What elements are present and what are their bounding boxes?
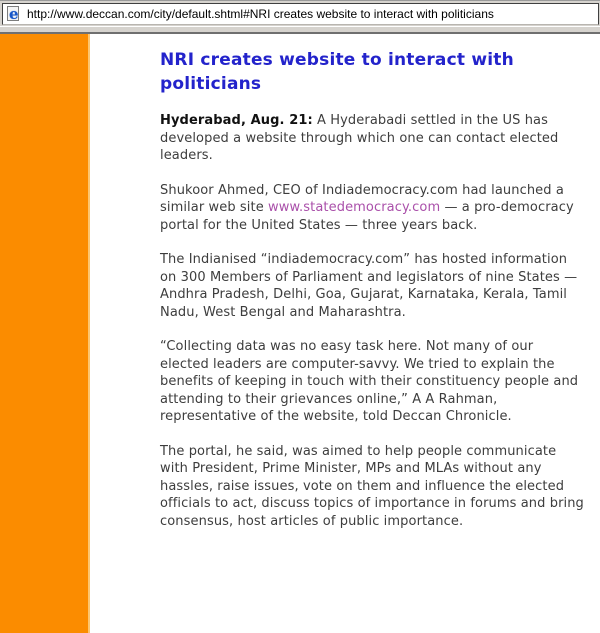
- dateline-lead: Hyderabad, Aug. 21:: [160, 113, 313, 128]
- address-bar-input[interactable]: [2, 3, 599, 25]
- article-paragraph: [160, 182, 585, 235]
- paragraph-text: — a pro-democracy portal for the United States — three years back.: [160, 200, 574, 233]
- paragraph-text: A Hyderabadi settled in the US has developed a website through which one can contact elected leaders.: [160, 113, 559, 163]
- chrome-content-divider: [0, 26, 600, 34]
- article-paragraph: “Collecting data was no easy task here. Not many of our elected leaders are computer-savvy. We tried to explain the benefits of keeping in touch with their constituency people and attending to their grievances online,” A A Rahman, representative of the website, told Deccan Chronicle.: [160, 339, 579, 424]
- article-title: NRI creates website to interact with politicians: [160, 50, 514, 94]
- paragraph-text: Shukoor Ahmed, CEO of Indiademocracy.com had launched a similar web site: [160, 182, 564, 215]
- address-url-text[interactable]: http://www.deccan.com/city/default.shtml#NRI creates website to interact with politicians: [27, 7, 494, 21]
- left-orange-sidebar: [0, 34, 90, 633]
- article-paragraph: The portal, he said, was aimed to help people communicate with President, Prime Minister, MPs and MLAs without any hassles, raise issues, vote on them and influence the elected officials to act, discuss topics of importance in forums and bring consensus, host articles of public importance.: [160, 443, 584, 529]
- article-paragraph: The Indianised “indiademocracy.com” has hosted information on 300 Members of Parliament and legislators of nine States — Andhra Pradesh, Delhi, Goa, Gujarat, Karnataka, Kerala, Tamil Nadu, West Bengal and Maharashtra.: [160, 252, 578, 320]
- ie-page-icon: e: [9, 5, 19, 23]
- article-paragraph: [160, 112, 585, 165]
- article-area: [90, 34, 600, 633]
- browser-address-bar: [0, 0, 600, 26]
- statedemocracy-link[interactable]: www.statedemocracy.com: [268, 200, 441, 215]
- page-content: [0, 34, 600, 633]
